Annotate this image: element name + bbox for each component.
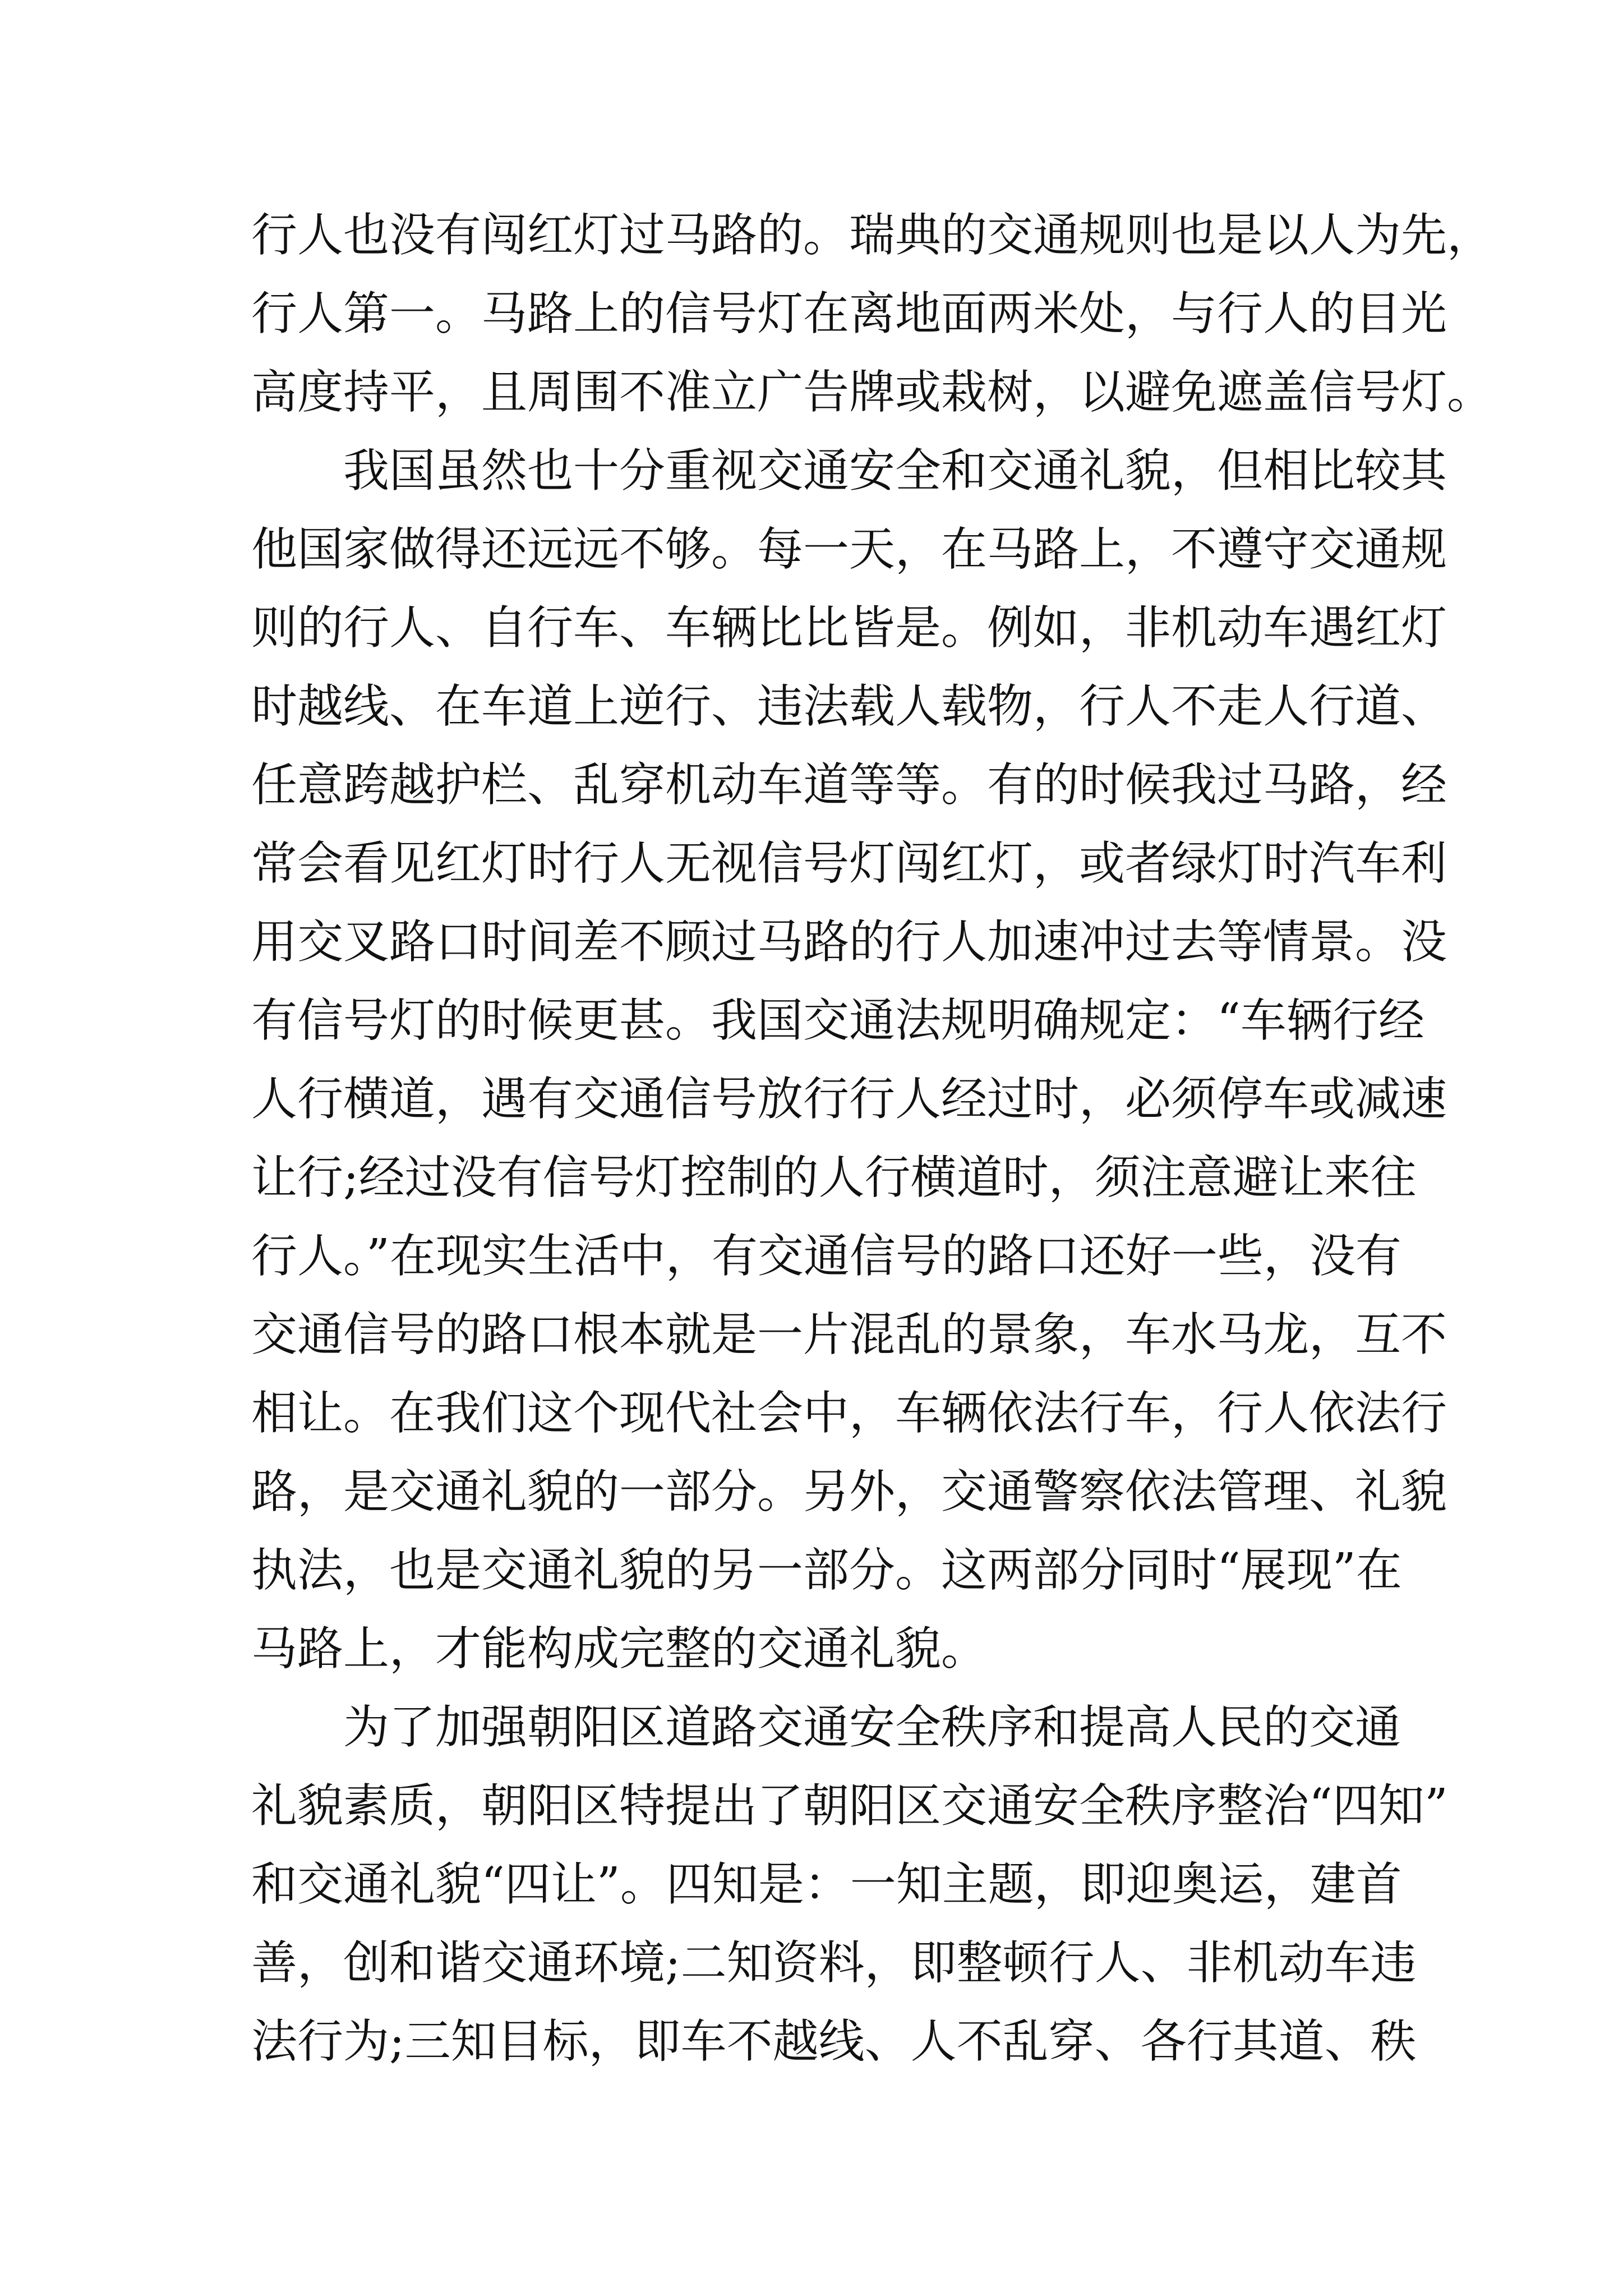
document-body [251,196,1493,2081]
text-line: 让行;经过没有信号灯控制的人行横道时，须注意避让来往 [251,1151,1417,1204]
text-line: 马路上，才能构成完整的交通礼貌。 [251,1622,988,1676]
text-line: 他国家做得还远远不够。每一天，在马路上，不遵守交通规 [251,523,1447,576]
text-line: 常会看见红灯时行人无视信号灯闯红灯，或者绿灯时汽车利 [251,837,1447,890]
text-line: 相让。在我们这个现代社会中，车辆依法行车，行人依法行 [251,1387,1447,1440]
text-line: 时越线、在车道上逆行、违法载人载物，行人不走人行道、 [251,680,1447,733]
text-line: 任意跨越护栏、乱穿机动车道等等。有的时候我过马路，经 [251,758,1447,812]
text-line: 用交叉路口时间差不顾过马路的行人加速冲过去等情景。没 [251,915,1447,969]
text-line: 路，是交通礼貌的一部分。另外，交通警察依法管理、礼貌 [251,1465,1447,1519]
text-line: 和交通礼貌“四让”。四知是：一知主题，即迎奥运，建首 [251,1858,1402,1911]
text-line: 行人第一。马路上的信号灯在离地面两米处，与行人的目光 [251,287,1447,341]
text-line: 交通信号的路口根本就是一片混乱的景象，车水马龙，互不 [251,1308,1447,1361]
text-line: 高度持平，且周围不准立广告牌或栽树，以避免遮盖信号灯。 [251,366,1493,419]
text-line: 礼貌素质，朝阳区特提出了朝阳区交通安全秩序整治“四知” [251,1779,1448,1833]
text-line: 我国虽然也十分重视交通安全和交通礼貌，但相比较其 [343,444,1447,498]
text-line: 行人。”在现实生活中，有交通信号的路口还好一些，没有 [251,1230,1401,1283]
text-line: 法行为;三知目标，即车不越线、人不乱穿、各行其道、秩 [251,2015,1417,2068]
text-line: 人行横道，遇有交通信号放行行人经过时，必须停车或减速 [251,1073,1447,1126]
text-line: 为了加强朝阳区道路交通安全秩序和提高人民的交通 [343,1701,1401,1754]
text-line: 善，创和谐交通环境;二知资料，即整顿行人、非机动车违 [251,1936,1417,1990]
text-line: 有信号灯的时候更甚。我国交通法规明确规定：“车辆行经 [251,994,1424,1047]
text-line: 行人也没有闯红灯过马路的。瑞典的交通规则也是以人为先， [251,209,1493,262]
text-line: 则的行人、自行车、车辆比比皆是。例如，非机动车遇红灯 [251,601,1447,655]
text-line: 执法，也是交通礼貌的另一部分。这两部分同时“展现”在 [251,1544,1402,1597]
